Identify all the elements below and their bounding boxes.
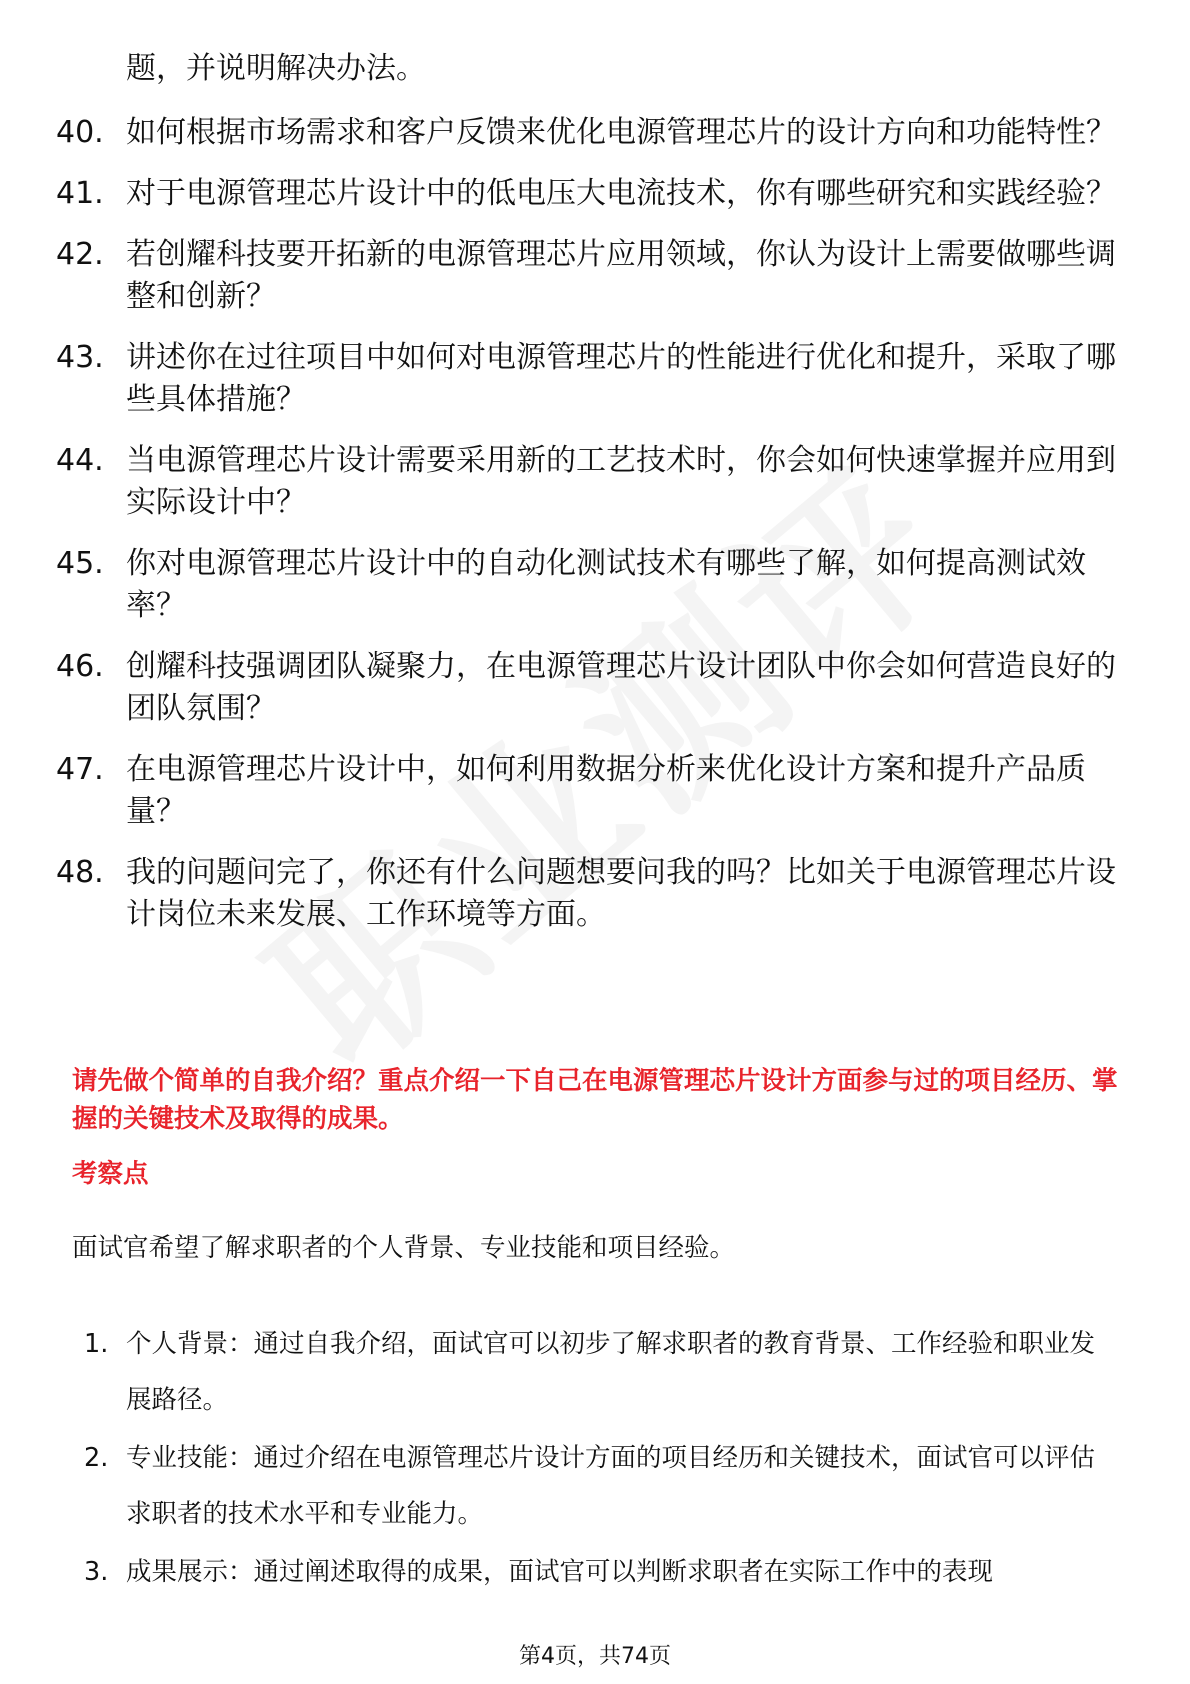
question-item [56, 646, 1136, 730]
point-number: 1. [84, 1329, 109, 1359]
question-text: 我的问题问完了，你还有什么问题想要问我的吗？比如关于电源管理芯片设计岗位未来发展、工作环境等方面。 [126, 855, 1116, 932]
question-number: 42. [56, 237, 104, 272]
question-text: 若创耀科技要开拓新的电源管理芯片应用领域，你认为设计上需要做哪些调整和创新？ [126, 237, 1116, 314]
question-item [56, 749, 1136, 833]
question-item [56, 234, 1136, 318]
question-item [56, 440, 1136, 524]
assessment-point [84, 1430, 1124, 1542]
point-number: 2. [84, 1443, 109, 1473]
question-list [56, 112, 1136, 955]
question-item [56, 173, 1136, 215]
question-number: 44. [56, 443, 104, 478]
point-text: 个人背景：通过自我介绍，面试官可以初步了解求职者的教育背景、工作经验和职业发展路径。 [126, 1329, 1096, 1415]
question-text: 讲述你在过往项目中如何对电源管理芯片的性能进行优化和提升，采取了哪些具体措施？ [126, 340, 1116, 417]
question-number: 46. [56, 649, 104, 684]
section-subtitle: 考察点 [72, 1159, 149, 1189]
question-text: 当电源管理芯片设计需要采用新的工艺技术时，你会如何快速掌握并应用到实际设计中？ [126, 443, 1116, 520]
question-number: 48. [56, 855, 104, 890]
question-text: 对于电源管理芯片设计中的低电压大电流技术，你有哪些研究和实践经验？ [126, 176, 1116, 211]
assessment-point [84, 1544, 1124, 1600]
question-number: 45. [56, 546, 104, 581]
question-text: 如何根据市场需求和客户反馈来优化电源管理芯片的设计方向和功能特性？ [126, 115, 1116, 150]
question-item [56, 337, 1136, 421]
page-footer: 第4页，共74页 [519, 1644, 671, 1669]
question-text: 在电源管理芯片设计中，如何利用数据分析来优化设计方案和提升产品质量？ [126, 752, 1086, 829]
assessment-points [84, 1316, 1124, 1602]
question-text: 你对电源管理芯片设计中的自动化测试技术有哪些了解，如何提高测试效率？ [126, 546, 1086, 623]
point-number: 3. [84, 1557, 109, 1587]
question-number: 40. [56, 115, 104, 150]
question-number: 43. [56, 340, 104, 375]
question-item [56, 112, 1136, 154]
section-intro: 面试官希望了解求职者的个人背景、专业技能和项目经验。 [72, 1233, 736, 1263]
question-number: 41. [56, 176, 104, 211]
carryover-text: 题，并说明解决办法。 [126, 51, 426, 86]
section-title: 请先做个简单的自我介绍？重点介绍一下自己在电源管理芯片设计方面参与过的项目经历、掌握的关键技术及取得的成果。 [72, 1066, 1118, 1134]
assessment-point [84, 1316, 1124, 1428]
question-item [56, 852, 1136, 936]
point-text: 专业技能：通过介绍在电源管理芯片设计方面的项目经历和关键技术，面试官可以评估求职者的技术水平和专业能力。 [126, 1443, 1096, 1529]
question-number: 47. [56, 752, 104, 787]
point-text: 成果展示：通过阐述取得的成果，面试官可以判断求职者在实际工作中的表现 [126, 1557, 994, 1587]
question-item [56, 543, 1136, 627]
question-text: 创耀科技强调团队凝聚力，在电源管理芯片设计团队中你会如何营造良好的团队氛围？ [126, 649, 1116, 726]
